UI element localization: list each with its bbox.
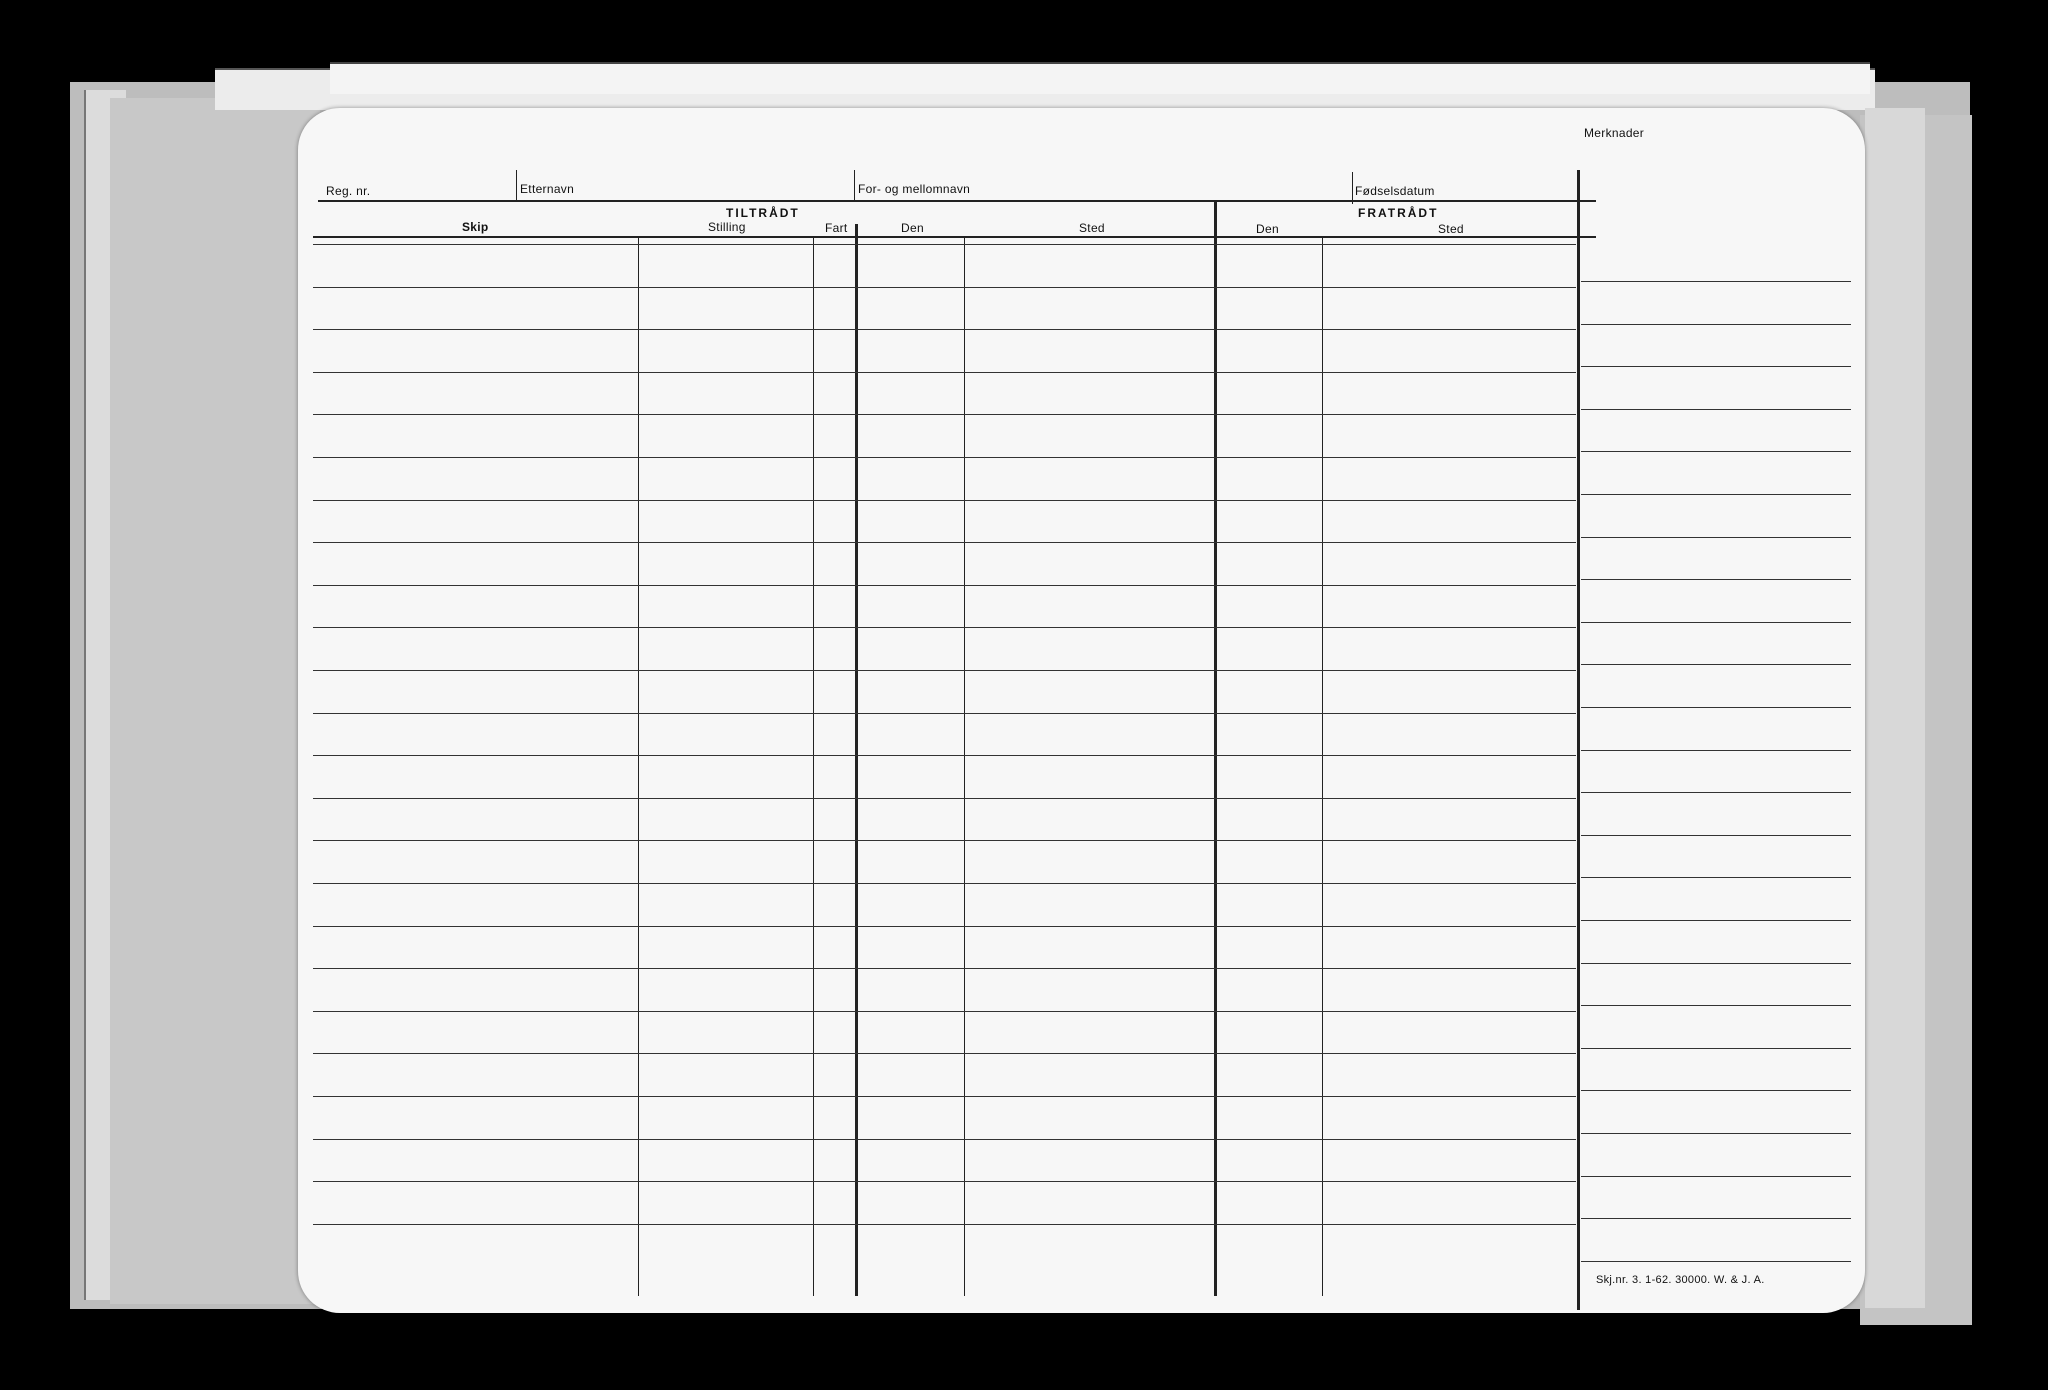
merknader-row-line [1581,1005,1851,1006]
table-row-line [313,798,1576,799]
for-mellomnavn-label: For- og mellomnavn [858,182,971,196]
merknader-row-line [1581,920,1851,921]
table-row-line [313,244,1576,245]
merknader-row-line [1581,537,1851,538]
group-divider-bold [1214,202,1217,1296]
stilling-column-header: Stilling [708,220,746,234]
merknader-row-line [1581,494,1851,495]
merknader-label: Merknader [1584,126,1645,140]
merknader-row-line [1581,281,1851,282]
merknader-row-line [1581,1048,1851,1049]
back-card-right-2 [1865,108,1925,1308]
table-row-line [313,1181,1576,1182]
merknader-row-line [1581,750,1851,751]
merknader-divider-bold [1577,170,1580,1310]
table-row-line [313,287,1576,288]
table-row-line [313,1053,1576,1054]
merknader-row-line [1581,963,1851,964]
table-row-line [313,457,1576,458]
merknader-row-line [1581,1261,1851,1262]
table-row-line [313,670,1576,671]
fart-column-header: Fart [825,221,848,235]
merknader-row-line [1581,792,1851,793]
merknader-row-line [1581,366,1851,367]
skip-column-header: Skip [462,220,489,234]
reg-nr-label: Reg. nr. [326,184,371,198]
sted-tiltradt-column-header: Sted [1079,221,1105,235]
merknader-row-line [1581,622,1851,623]
separator [854,170,855,202]
merknader-row-line [1581,409,1851,410]
separator [516,170,517,202]
table-row-line [313,585,1576,586]
den-fratradt-column-header: Den [1256,222,1279,236]
column-divider [1322,236,1323,1296]
merknader-row-line [1581,451,1851,452]
table-row-line [313,1011,1576,1012]
record-card [298,108,1865,1313]
column-divider [813,236,814,1296]
table-row-line [313,840,1576,841]
table-row-line [313,1224,1576,1225]
merknader-row-line [1581,579,1851,580]
table-row-line [313,542,1576,543]
column-divider [964,236,965,1296]
back-card-top-2 [330,62,1870,94]
table-row-line [313,372,1576,373]
back-card-shadow [110,98,320,1304]
merknader-row-line [1581,664,1851,665]
merknader-row-line [1581,877,1851,878]
fratradt-header: FRATRÅDT [1358,206,1439,220]
table-row-line [313,627,1576,628]
etternavn-label: Etternavn [520,182,575,196]
header-underline [318,200,1596,202]
merknader-row-line [1581,707,1851,708]
form-number: Skj.nr. 3. 1-62. 30000. W. & J. A. [1596,1274,1765,1286]
sted-fratradt-column-header: Sted [1438,222,1464,236]
table-row-line [313,755,1576,756]
tiltradt-header: TILTRÅDT [726,206,800,220]
merknader-row-line [1581,1176,1851,1177]
fodselsdatum-label: Fødselsdatum [1355,184,1435,198]
merknader-row-line [1581,1133,1851,1134]
merknader-row-line [1581,324,1851,325]
merknader-row-line [1581,1090,1851,1091]
column-divider-bold [855,224,858,1296]
table-row-line [313,883,1576,884]
table-row-line [313,926,1576,927]
table-row-line [313,329,1576,330]
table-row-line [313,414,1576,415]
table-row-line [313,968,1576,969]
table-row-line [313,500,1576,501]
table-row-line [313,713,1576,714]
table-row-line [313,1139,1576,1140]
column-divider [638,236,639,1296]
column-header-underline [313,236,1596,238]
table-row-line [313,1096,1576,1097]
merknader-row-line [1581,835,1851,836]
den-tiltradt-column-header: Den [901,221,924,235]
merknader-row-line [1581,1218,1851,1219]
